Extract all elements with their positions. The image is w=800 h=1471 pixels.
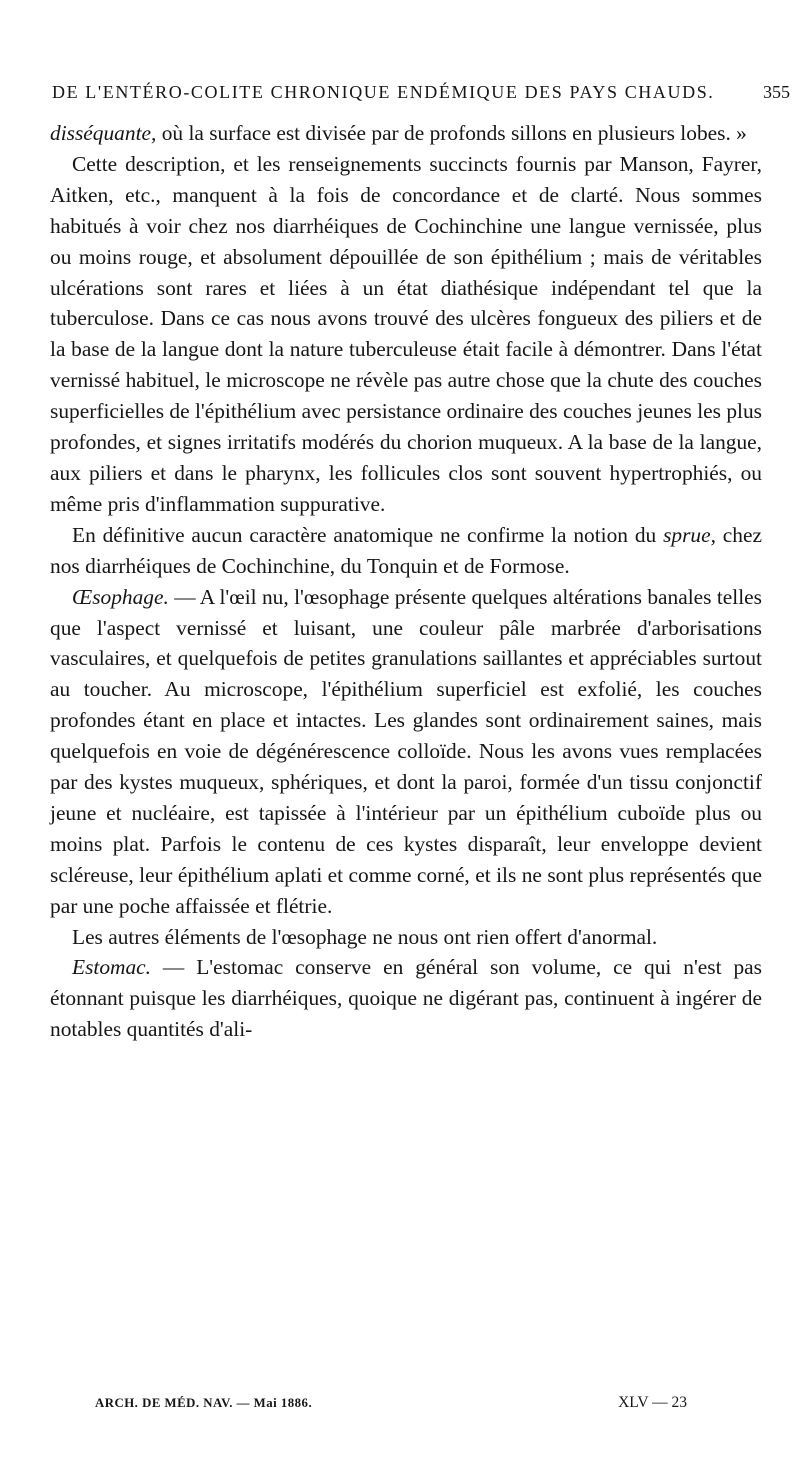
paragraph-continuation [50,118,762,149]
paragraph-text: — A l'œil nu, l'œsophage présente quelques altérations banales telles que l'aspect vernissé et luisant, une couleur pâle marbrée d'arborisations vasculaires, et quelquefois de petites granulations saillantes et appréciables surtout au toucher. Au microscope, l'épithélium superficiel est exfolié, les couches profondes étant en place et intactes. Les glandes sont ordinairement saines, mais quelquefois en voie de dégénérescence colloïde. Nous les avons vues remplacées par des kystes muqueux, sphériques, et dont la paroi, formée d'un tissu conjonctif jeune et nucléaire, est tapissée à l'intérieur par un épithélium cuboïde plus ou moins plat. Parfois le contenu de ces kystes disparaît, leur enveloppe devient scléreuse, leur épithélium aplati et comme corné, et ils ne sont plus représentés que par une poche affaissée et flétrie. [50,584,762,918]
italic-word: disséquante, [50,121,157,145]
paragraph-text: En définitive aucun caractère anatomique ne confirme la notion du [72,522,664,547]
paragraph: Cette description, et les renseignements succincts fournis par Manson, Fayrer, Aitken, etc., manquent à la fois de concordance et de clarté. Nous sommes habitués à voir chez nos diarrhéiques de Cochinchine une langue vernissée, plus ou moins rouge, et absolument dépouillée de son épithélium ; mais de véritables ulcérations sont rares et liées à un état diathésique indépendant tel que la tuberculose. Dans ce cas nous avons trouvé des ulcères fongueux des piliers et de la base de la langue dont la nature tuberculeuse était facile à démontrer. Dans l'état vernissé habituel, le microscope ne révèle pas autre chose que la chute des couches superficielles de l'épithélium avec persistance ordinaire des couches jeunes les plus profondes, et signes irritatifs modérés du chorion muqueux. A la base de la langue, aux piliers et dans le pharynx, les follicules clos sont souvent hypertrophiés, ou même pris d'inflammation suppurative. [50,151,762,516]
paragraph-text: — L'estomac conserve en général son volume, ce qui n'est pas étonnant puisque les diarrhéiques, quoique ne digérant pas, continuent à ingérer de notables quantités d'ali- [50,955,762,1042]
paragraph: Les autres éléments de l'œsophage ne nous ont rien offert d'anormal. [72,924,658,949]
body-text [50,118,762,1045]
paragraph-text: chez nos diarrhéiques de Cochinchine, du Tonquin et de Formose. [50,522,762,578]
section-label-oesophage: Œsophage. [72,584,169,609]
section-label-estomac: Estomac. [72,955,152,980]
signature-mark: XLV — 23 [618,1394,687,1411]
paragraph-oesophage [50,582,762,922]
page-footer [95,1388,687,1418]
running-title: DE L'ENTÉRO-COLITE CHRONIQUE ENDÉMIQUE DES PAYS CHAUDS. [52,82,715,102]
paragraph [50,520,762,582]
paragraph-text: où la surface est divisée par de profonds sillons en plusieurs lobes. » [156,121,747,145]
running-header [52,80,794,104]
italic-term: sprue, [663,522,716,547]
journal-citation: ARCH. DE MÉD. NAV. — Mai 1886. [95,1396,313,1410]
paragraph-estomac [50,952,762,1045]
page-number: 355 [763,82,790,102]
